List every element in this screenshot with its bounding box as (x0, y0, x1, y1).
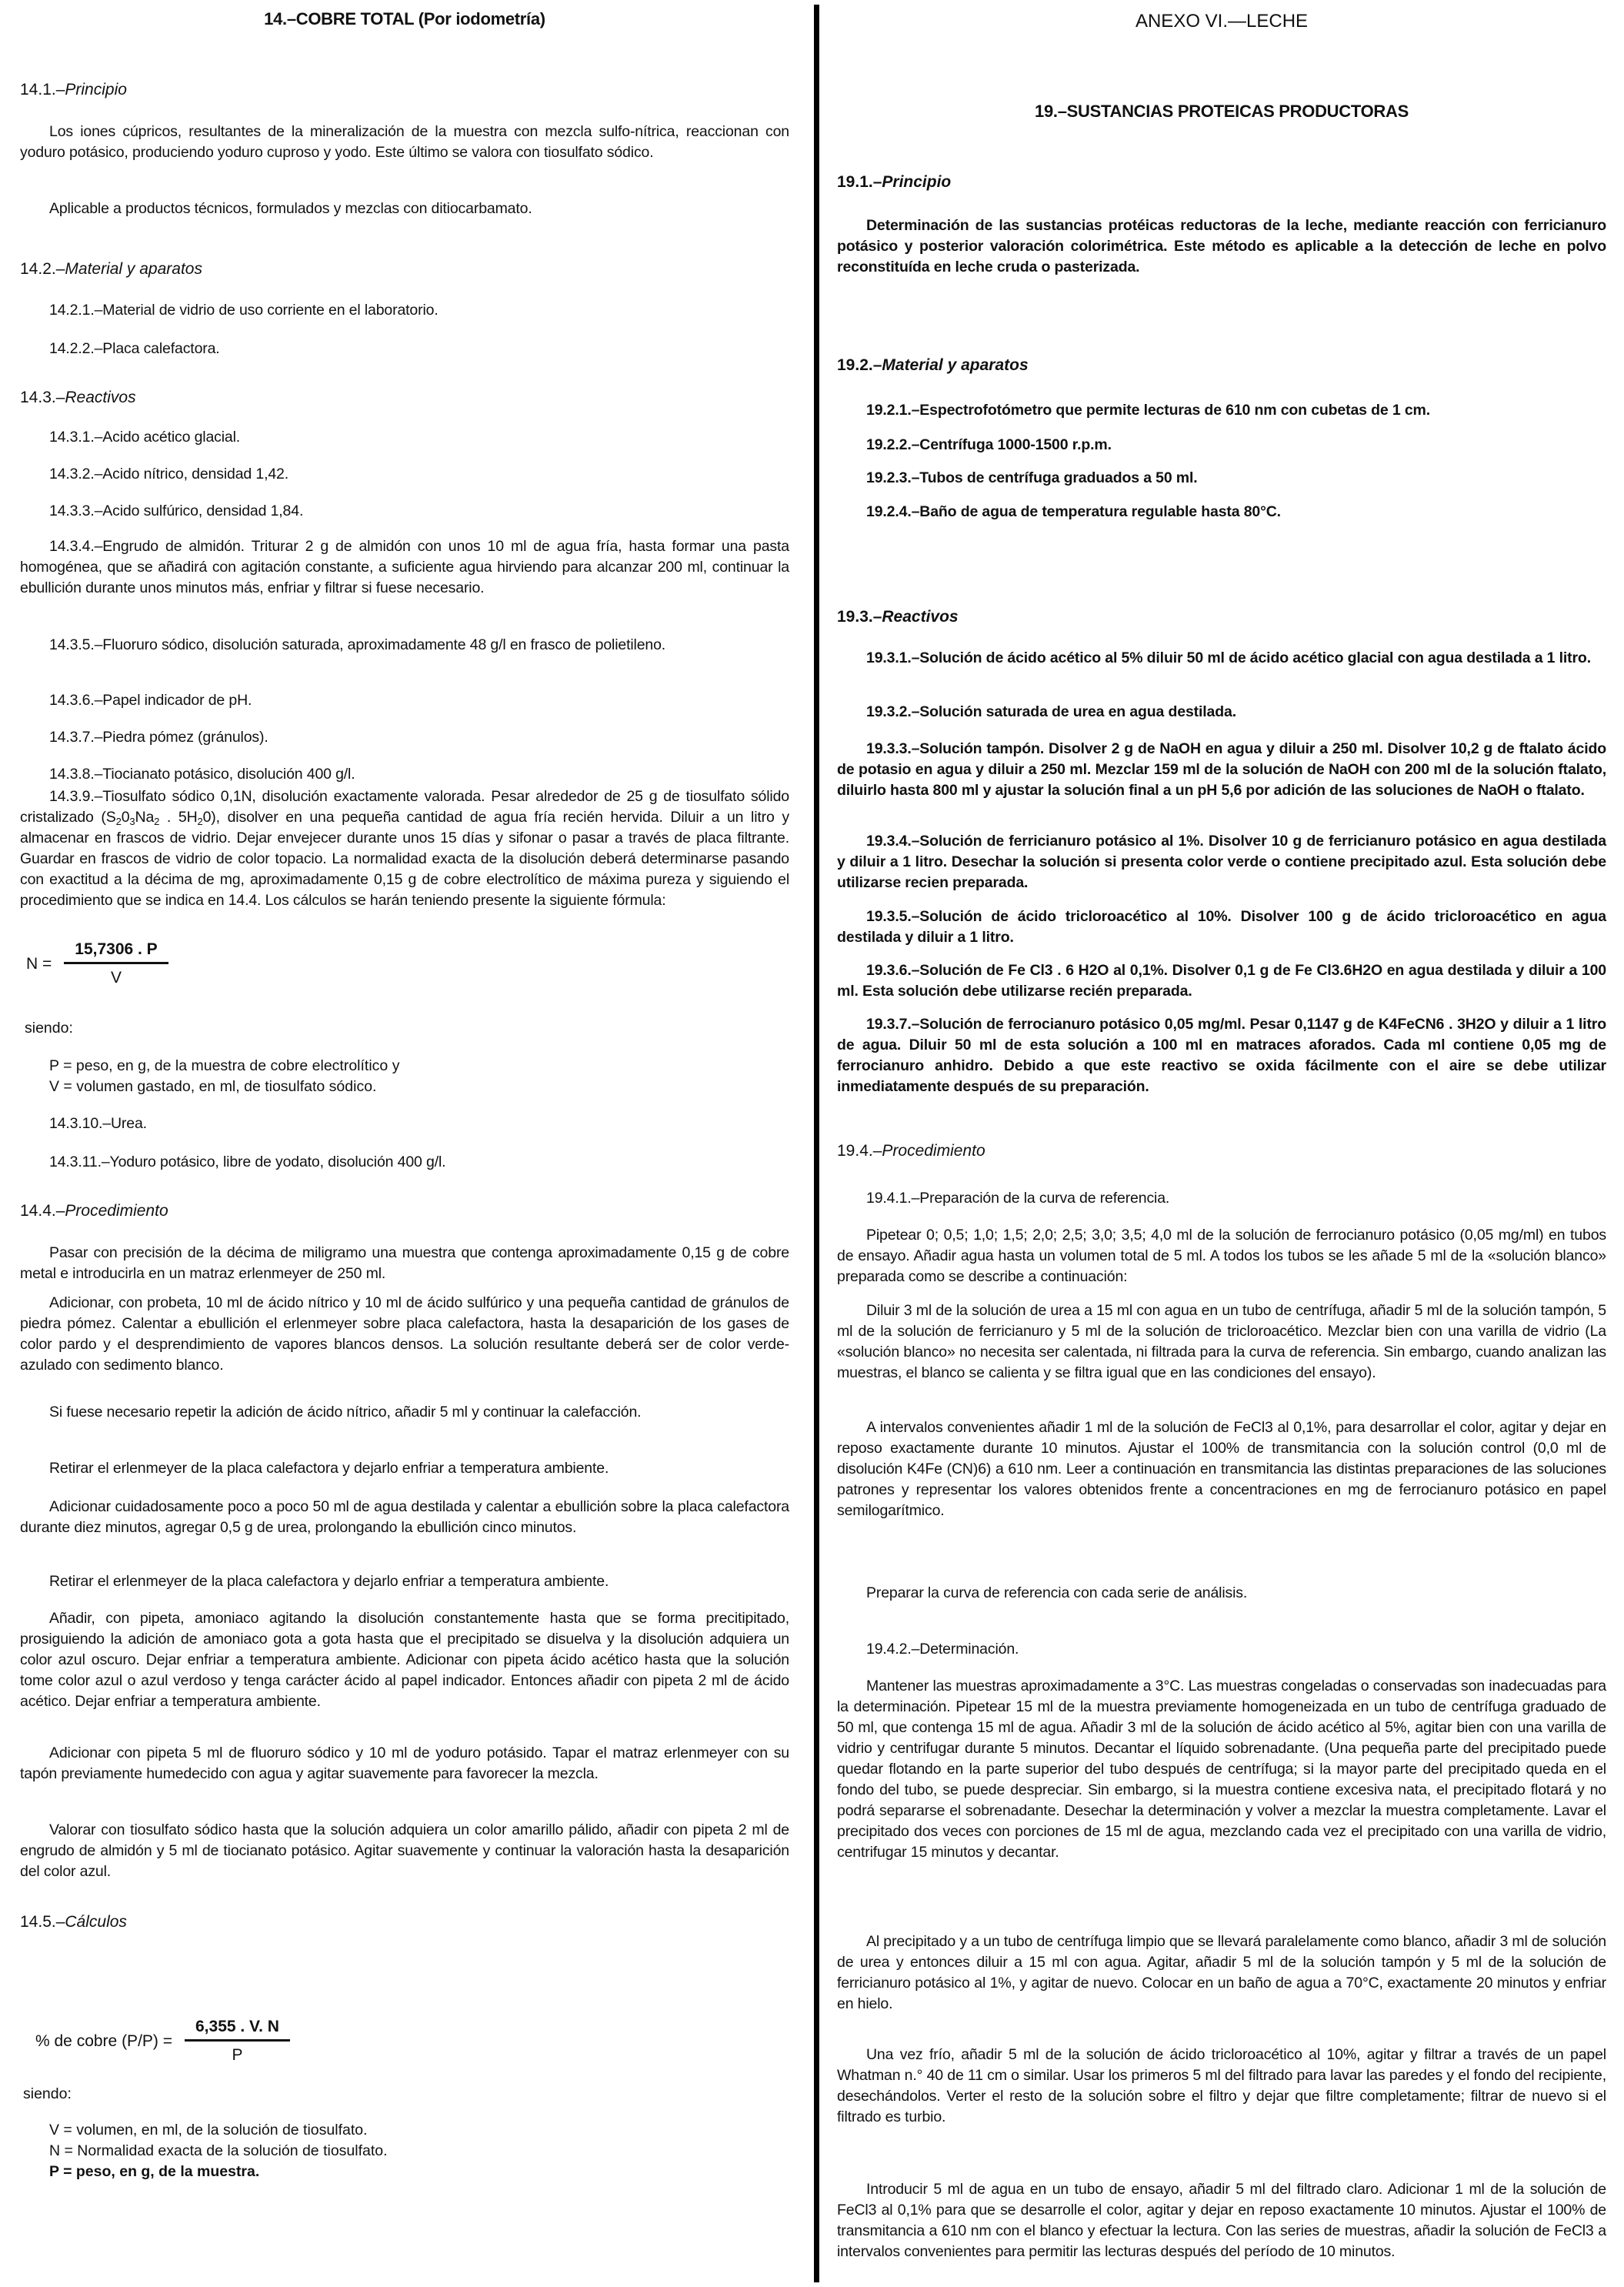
formula-normalidad: N = $\frac{15,7306 . P}{V}$ (26, 940, 168, 987)
paragraph-principio: Los iones cúpricos, resultantes de la mineralización de la muestra con mezcla sulfo-nítrica, reaccionan con yoduro potásico, produciendo yoduro cuproso y yodo. Este último se valora con tiosulfato sódico. (20, 123, 789, 161)
reference-curve-paragraph: A intervalos convenientes añadir 1 ml de la solución de FeCl3 al 0,1%, para desarrollar el color, agitar y dejar en reposo exactamente durante 10 minutos. Ajustar el 100% de transmitancia con la solución control (0,0 ml de disolución K4Fe (CN)6) a 610 nm. Leer a continuación en transmitancia las distintas preparaciones de las soluciones patrones y representar los valores obtenidos frente a concentraciones en mg de ferrocianuro potásico en papel semilogarítmico. (837, 1419, 1606, 1519)
item-19-2-2: 19.2.2.–Centrífuga 1000-1500 r.p.m. (866, 436, 1112, 453)
item-14-3-2: 14.3.2.–Acido nítrico, densidad 1,42. (49, 466, 289, 482)
heading-19-2: 19.2.–Material y aparatos (837, 356, 1029, 374)
item-19-3-6: 19.3.6.–Solución de Fe Cl3 . 6 H2O al 0,1%. Disolver 0,1 g de Fe Cl3.6H2O en agua destilada y diluir a 100 ml. Esta solución debe utilizarse recién preparada. (837, 962, 1606, 1000)
item-14-3-7: 14.3.7.–Piedra pómez (gránulos). (49, 729, 268, 746)
procedure-paragraph: Adicionar con pipeta 5 ml de fluoruro sódico y 10 ml de yoduro potásido. Tapar el matraz erlenmeyer con su tapón previamente humedecido con agua y agitar suavemente para favorecer la mezcla. (20, 1744, 789, 1782)
item-19-2-3: 19.2.3.–Tubos de centrífuga graduados a 50 ml. (866, 469, 1198, 486)
item-14-3-10: 14.3.10.–Urea. (49, 1115, 147, 1132)
definitions-list-1: P = peso, en g, de la muestra de cobre electrolítico y V = volumen gastado, en ml, de tiosulfato sódico. (49, 1057, 400, 1095)
procedure-paragraph: Valorar con tiosulfato sódico hasta que la solución adquiera un color amarillo pálido, añadir con pipeta 2 ml de engrudo de almidón y 5 ml de tiocianato potásico. Agitar suavemente y continuar la valoración hasta la desaparición del color azul. (20, 1821, 789, 1880)
paragraph-principio-leche: Determinación de las sustancias protéicas reductoras de la leche, mediante reacción con ferricianuro potásico y posterior valoración colorimétrica. Este método es aplicable a la detección de leche en polvo reconstituída en leche cruda o pasterizada. (837, 217, 1606, 275)
item-14-2-2: 14.2.2.–Placa calefactora. (49, 340, 220, 357)
item-19-2-4: 19.2.4.–Baño de agua de temperatura regulable hasta 80°C. (866, 503, 1281, 520)
formula-porcentaje-cobre: % de cobre (P/P) = $\frac{6,355 . V. N}{P}$ (35, 2018, 290, 2065)
procedure-paragraph: Pasar con precisión de la décima de miligramo una muestra que contenga aproximadamente 0,15 g de cobre metal e introducirla en un matraz erlenmeyer de 250 ml. (20, 1244, 789, 1282)
procedure-paragraph: Retirar el erlenmeyer de la placa calefactora y dejarlo enfriar a temperatura ambiente. (49, 1460, 609, 1477)
reference-curve-paragraph: Diluir 3 ml de la solución de urea a 15 ml con agua en un tubo de centrífuga, añadir 5 ml de la solución tampón, 5 ml de la solución de ferricianuro y 5 ml de la solución de tricloroacético. Mezclar bien con una varilla de vidrio (La «solución blanco» no necesita ser calentada, ni filtrada para la curva de referencia. Sin embargo, cuando analizan las muestras, el blanco se calienta y se filtra igual que en las condiciones del ensayo). (837, 1302, 1606, 1381)
item-14-3-8: 14.3.8.–Tiocianato potásico, disolución 400 g/l. (49, 766, 355, 783)
item-19-4-2: 19.4.2.–Determinación. (866, 1641, 1019, 1658)
item-19-4-1: 19.4.1.–Preparación de la curva de referencia. (866, 1190, 1170, 1207)
item-19-2-1: 19.2.1.–Espectrofotómetro que permite lecturas de 610 nm con cubetas de 1 cm. (866, 402, 1430, 419)
section-title-sustancias-proteicas: 19.–SUSTANCIAS PROTEICAS PRODUCTORAS (1035, 102, 1409, 121)
annex-header: ANEXO VI.—LECHE (1135, 11, 1309, 32)
procedure-paragraph: Retirar el erlenmeyer de la placa calefactora y dejarlo enfriar a temperatura ambiente. (49, 1573, 609, 1590)
determination-paragraph: Una vez frío, añadir 5 ml de la solución de ácido tricloroacético al 10%, agitar y filtrar a través de un papel Whatman n.° 40 de 11 cm o similar. Usar los primeros 5 ml del filtrado para lavar las paredes y el fondo del recipiente, desechándolos. Verter el resto de la solución sobre el filtro y dejar que filtre completamente; filtrar de nuevo si el filtrado es turbio. (837, 2046, 1606, 2125)
determination-paragraph: Al precipitado y a un tubo de centrífuga limpio que se llevará paralelamente como blanco, añadir 3 ml de solución de urea y entonces diluir a 15 ml con agua. Agitar, añadir 5 ml de la solución tampón y 5 ml de la solución de ferricianuro potásico al 1%, y agitar de nuevo. Colocar en un baño de agua a 70°C, exactamente 20 minutos y enfriar en hielo. (837, 1933, 1606, 2012)
heading-14-3: 14.3.–Reactivos (20, 389, 136, 406)
definitions-list-2: V = volumen, en ml, de la solución de tiosulfato. N = Normalidad exacta de la solución de tiosulfato. P = peso, en g, de la muestra. (49, 2122, 388, 2180)
heading-19-3: 19.3.–Reactivos (837, 608, 959, 626)
procedure-paragraph: Adicionar cuidadosamente poco a poco 50 ml de agua destilada y calentar a ebullición sobre la placa calefactora durante diez minutos, agregar 0,5 g de urea, prolongando la ebullición cinco minutos. (20, 1498, 789, 1536)
determination-paragraph: Introducir 5 ml de agua en un tubo de ensayo, añadir 5 ml del filtrado claro. Adicionar 1 ml de la solución de FeCl3 al 0,1% para que se desarrolle el color, agitar y dejar en reposo exactamente 10 minutos. Ajustar el 100% de transmitancia a 610 nm con el blanco y efectuar la lectura. Con las series de muestras, añadir la solución de FeCl3 a intervalos convenientes para permitir las lecturas después del período de 10 minutos. (837, 2181, 1606, 2260)
siendo-label-2: siendo: (23, 2085, 72, 2102)
heading-14-2: 14.2.–Material y aparatos (20, 260, 202, 278)
reference-curve-paragraph: Preparar la curva de referencia con cada serie de análisis. (866, 1584, 1248, 1601)
item-14-3-4: 14.3.4.–Engrudo de almidón. Triturar 2 g de almidón con unos 10 ml de agua fría, hasta formar una pasta homogénea, que se añadirá con agitación constante, a suficiente agua hirviendo para alcanzar 200 ml, continuar la ebullición durante unos minutos más, enfriar y filtrar si fuese necesario. (20, 538, 789, 596)
heading-14-4: 14.4.–Procedimiento (20, 1202, 168, 1220)
item-19-3-3: 19.3.3.–Solución tampón. Disolver 2 g de NaOH en agua y diluir a 250 ml. Disolver 10,2 g de ftalato ácido de potasio en agua y diluir a 250 ml. Mezclar 159 ml de la solución de NaOH con 200 ml de la solución ftalato, diluirlo hasta 800 ml y ajustar la solución final a un pH 5,6 por adición de las soluciones de NaOH o ftalato. (837, 740, 1606, 799)
procedure-paragraph: Adicionar, con probeta, 10 ml de ácido nítrico y 10 ml de ácido sulfúrico y una pequeña cantidad de gránulos de piedra pómez. Calentar a ebullición el erlenmeyer sobre placa calefactora, hasta la desaparición de los gases de color pardo y el desprendimiento de vapores blancos densos. La solución resultante deberá ser de color verde-azulado con sedimento blanco. (20, 1294, 789, 1374)
item-19-3-5: 19.3.5.–Solución de ácido tricloroacético al 10%. Disolver 100 g de ácido tricloroacético en agua destilada y diluir a 1 litro. (837, 908, 1606, 946)
reference-curve-paragraph: Pipetear 0; 0,5; 1,0; 1,5; 2,0; 2,5; 3,0; 3,5; 4,0 ml de la solución de ferrocianuro potásico (0,05 mg/ml) en tubos de ensayo. Añadir agua hasta un volumen total de 5 ml. A todos los tubos se les añade 5 ml de la «solución blanco» preparada como se describe a continuación: (837, 1227, 1606, 1285)
heading-14-5: 14.5.–Cálculos (20, 1913, 127, 1931)
item-14-2-1: 14.2.1.–Material de vidrio de uso corriente en el laboratorio. (49, 302, 439, 319)
heading-19-1: 19.1.–Principio (837, 173, 952, 191)
determination-paragraph: Mantener las muestras aproximadamente a 3°C. Las muestras congeladas o conservadas son inadecuadas para la determinación. Pipetear 15 ml de la muestra previamente homogeneizada en un tubo de centrífuga graduado de 50 ml, que contenga 15 ml de agua. Añadir 3 ml de la solución de ácido acético al 5%, agitar bien con una varilla de vidrio y centrifugar durante 5 minutos. Decantar el líquido sobrenadante. (Una pequeña parte del precipitado puede quedar flotando en la parte superior del tubo después de centrífuga; si la mayor parte del precipitado queda en el fondo del tubo, se puede despreciar. Sin embargo, si la muestra contiene excesiva nata, el precipitado flotará y no podrá separarse el sobrenadante. Desechar la determinación y volver a mezclar la muestra completamente. Lavar el precipitado dos veces con porciones de 15 ml de agua, mezclando cada vez el precipitado con una varilla de vidrio, centrifugar 15 minutos y decantar. (837, 1678, 1606, 1861)
item-14-3-1: 14.3.1.–Acido acético glacial. (49, 429, 241, 446)
item-14-3-6: 14.3.6.–Papel indicador de pH. (49, 692, 252, 709)
item-14-3-5: 14.3.5.–Fluoruro sódico, disolución saturada, aproximadamente 48 g/l en frasco de polietileno. (49, 636, 666, 653)
paragraph-aplicable: Aplicable a productos técnicos, formulados y mezclas con ditiocarbamato. (49, 200, 532, 217)
item-14-3-9: 14.3.9.–Tiosulfato sódico 0,1N, disolución exactamente valorada. Pesar alrededor de 25 g de tiosulfato sólido cristalizado ($S_20_3Na_2$ . $5H_20$), disolver en una pequeña cantidad de agua fría recién hervida. Diluir a un litro y almacenar en frascos de vidrio. Dejar envejecer durante unos 15 días y sifonar o pasar a través de placa filtrante. Guardar en frascos de vidrio de color topacio. La normalidad exacta de la disolución deberá determinarse pasando con exactitud a la décima de mg, aproximadamente 0,15 g de cobre electrolítico de máxima pureza y siguiendo el procedimiento que se indica en 14.4. Los cálculos se harán teniendo presente la siguiente fórmula: (20, 788, 789, 909)
heading-14-1: 14.1.–Principio (20, 81, 127, 98)
heading-19-4: 19.4.–Procedimiento (837, 1142, 985, 1160)
item-14-3-3: 14.3.3.–Acido sulfúrico, densidad 1,84. (49, 502, 304, 519)
procedure-paragraph: Añadir, con pipeta, amoniaco agitando la disolución constantemente hasta que se forma precitipitado, prosiguiendo la adición de amoniaco gota a gota hasta que el precipitado se disuelva y la disolución adquiera un color azul oscuro. Dejar enfriar a temperatura ambiente. Adicionar con pipeta ácido acético hasta que la solución tome color azul o azul verdoso y tenga carácter ácido al papel indicador. Entonces añadir con pipeta 2 ml de ácido acético. Dejar enfriar a temperatura ambiente. (20, 1610, 789, 1710)
item-14-3-11: 14.3.11.–Yoduro potásico, libre de yodato, disolución 400 g/l. (49, 1154, 446, 1170)
section-title-cobre-total: 14.–COBRE TOTAL (Por iodometría) (264, 9, 545, 28)
siendo-label-1: siendo: (25, 1020, 73, 1037)
item-19-3-2: 19.3.2.–Solución saturada de urea en agua destilada. (866, 703, 1236, 720)
procedure-paragraph: Si fuese necesario repetir la adición de ácido nítrico, añadir 5 ml y continuar la calefacción. (49, 1404, 642, 1421)
column-divider (814, 5, 819, 2282)
item-19-3-1: 19.3.1.–Solución de ácido acético al 5% diluir 50 ml de ácido acético glacial con agua destilada a 1 litro. (866, 649, 1591, 666)
item-19-3-4: 19.3.4.–Solución de ferricianuro potásico al 1%. Disolver 10 g de ferricianuro potásico en agua destilada y diluir a 1 litro. Desechar la solución si presenta color verde o contiene precipitado azul. Esta solución debe utilizarse recien preparada. (837, 833, 1606, 891)
item-19-3-7: 19.3.7.–Solución de ferrocianuro potásico 0,05 mg/ml. Pesar 0,1147 g de K4FeCN6 . 3H2O y diluir a 1 litro de agua. Diluir 50 ml de esta solución a 100 ml en matraces aforados. Cada ml contiene 0,05 mg de ferrocianuro anhidro. Debido a que este reactivo se oxida fácilmente con el aire se debe utilizar inmediatamente después de su preparación. (837, 1016, 1606, 1095)
